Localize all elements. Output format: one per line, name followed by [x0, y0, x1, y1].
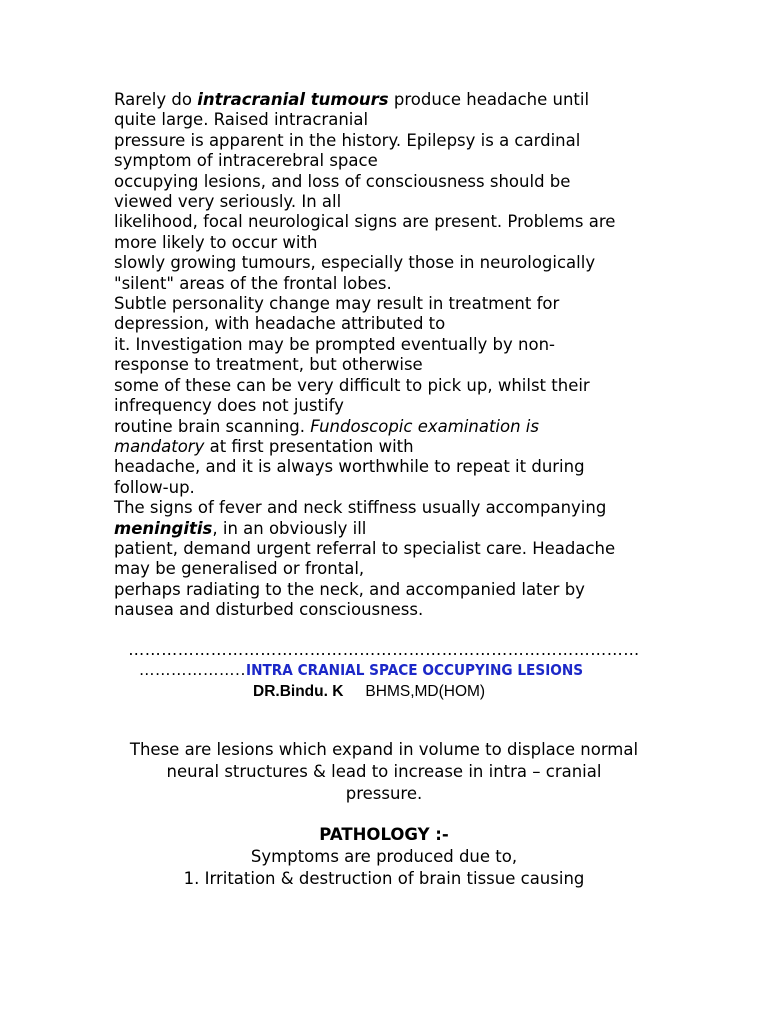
text-line: These are lesions which expand in volume to displace normal	[129, 740, 639, 759]
section-title: INTRA CRANIAL SPACE OCCUPYING LESIONS	[245, 661, 583, 679]
emphasis-intracranial-tumours: intracranial tumours	[197, 90, 389, 109]
text-line: occupying lesions, and loss of consciousness should be	[114, 171, 571, 191]
text-line: neural structures & lead to increase in intra – cranial	[166, 762, 602, 781]
author-line	[253, 682, 485, 702]
article-paragraph	[114, 90, 654, 621]
heading-leader-dots: ………………..	[139, 661, 246, 679]
pathology-heading: PATHOLOGY :-	[319, 825, 449, 844]
text-line: Subtle personality change may result in treatment for	[114, 294, 560, 314]
text-line: headache, and it is always worthwhile to repeat it during	[114, 457, 585, 477]
author-qualifications: BHMS,MD(HOM)	[365, 683, 486, 700]
text-line: perhaps radiating to the neck, and accompanied later by	[114, 579, 585, 599]
text-line: likelihood, focal neurological signs are present. Problems are	[114, 212, 616, 232]
text-line: some of these can be very difficult to pick up, whilst their	[114, 375, 590, 395]
text-line: more likely to occur with	[114, 232, 318, 252]
text-line: Symptoms are produced due to,	[250, 847, 518, 866]
emphasis-fundoscopic: Fundoscopic examination is	[310, 416, 539, 436]
text-line: routine brain scanning. Fundoscopic examination is	[114, 416, 539, 436]
text-line: The signs of fever and neck stiffness usually accompanying	[114, 498, 607, 518]
text-line: it. Investigation may be prompted eventually by non-	[114, 334, 555, 354]
text-line: quite large. Raised intracranial	[114, 110, 369, 130]
text-line: meningitis, in an obviously ill	[114, 518, 367, 538]
list-item: 1. Irritation & destruction of brain tissue causing	[183, 869, 585, 888]
text-line: infrequency does not justify	[114, 396, 344, 416]
text-line: response to treatment, but otherwise	[114, 355, 423, 375]
text-line: "silent" areas of the frontal lobes.	[114, 273, 392, 293]
text-line: viewed very seriously. In all	[114, 192, 342, 212]
text-line: follow-up.	[114, 477, 195, 497]
intro-paragraph	[0, 739, 768, 805]
text-line: nausea and disturbed consciousness.	[114, 600, 424, 620]
emphasis-meningitis: meningitis	[114, 518, 213, 538]
text-line: mandatory at first presentation with	[114, 436, 414, 456]
dotted-separator: …………………………………………………………………………………	[128, 640, 640, 659]
text-line: slowly growing tumours, especially those in neurologically	[114, 253, 596, 273]
author-name: DR.Bindu. K	[253, 683, 344, 700]
section-heading	[0, 660, 768, 680]
text-line: may be generalised or frontal,	[114, 559, 365, 579]
text-line: Rarely do intracranial tumours produce headache until	[114, 90, 590, 109]
emphasis-mandatory: mandatory	[114, 436, 205, 456]
text-line: depression, with headache attributed to	[114, 314, 446, 334]
pathology-body	[0, 846, 768, 890]
text-line: patient, demand urgent referral to specialist care. Headache	[114, 538, 616, 558]
text-line: pressure is apparent in the history. Epilepsy is a cardinal	[114, 130, 581, 150]
text-line: symptom of intracerebral space	[114, 151, 378, 171]
text-line: pressure.	[345, 784, 423, 803]
